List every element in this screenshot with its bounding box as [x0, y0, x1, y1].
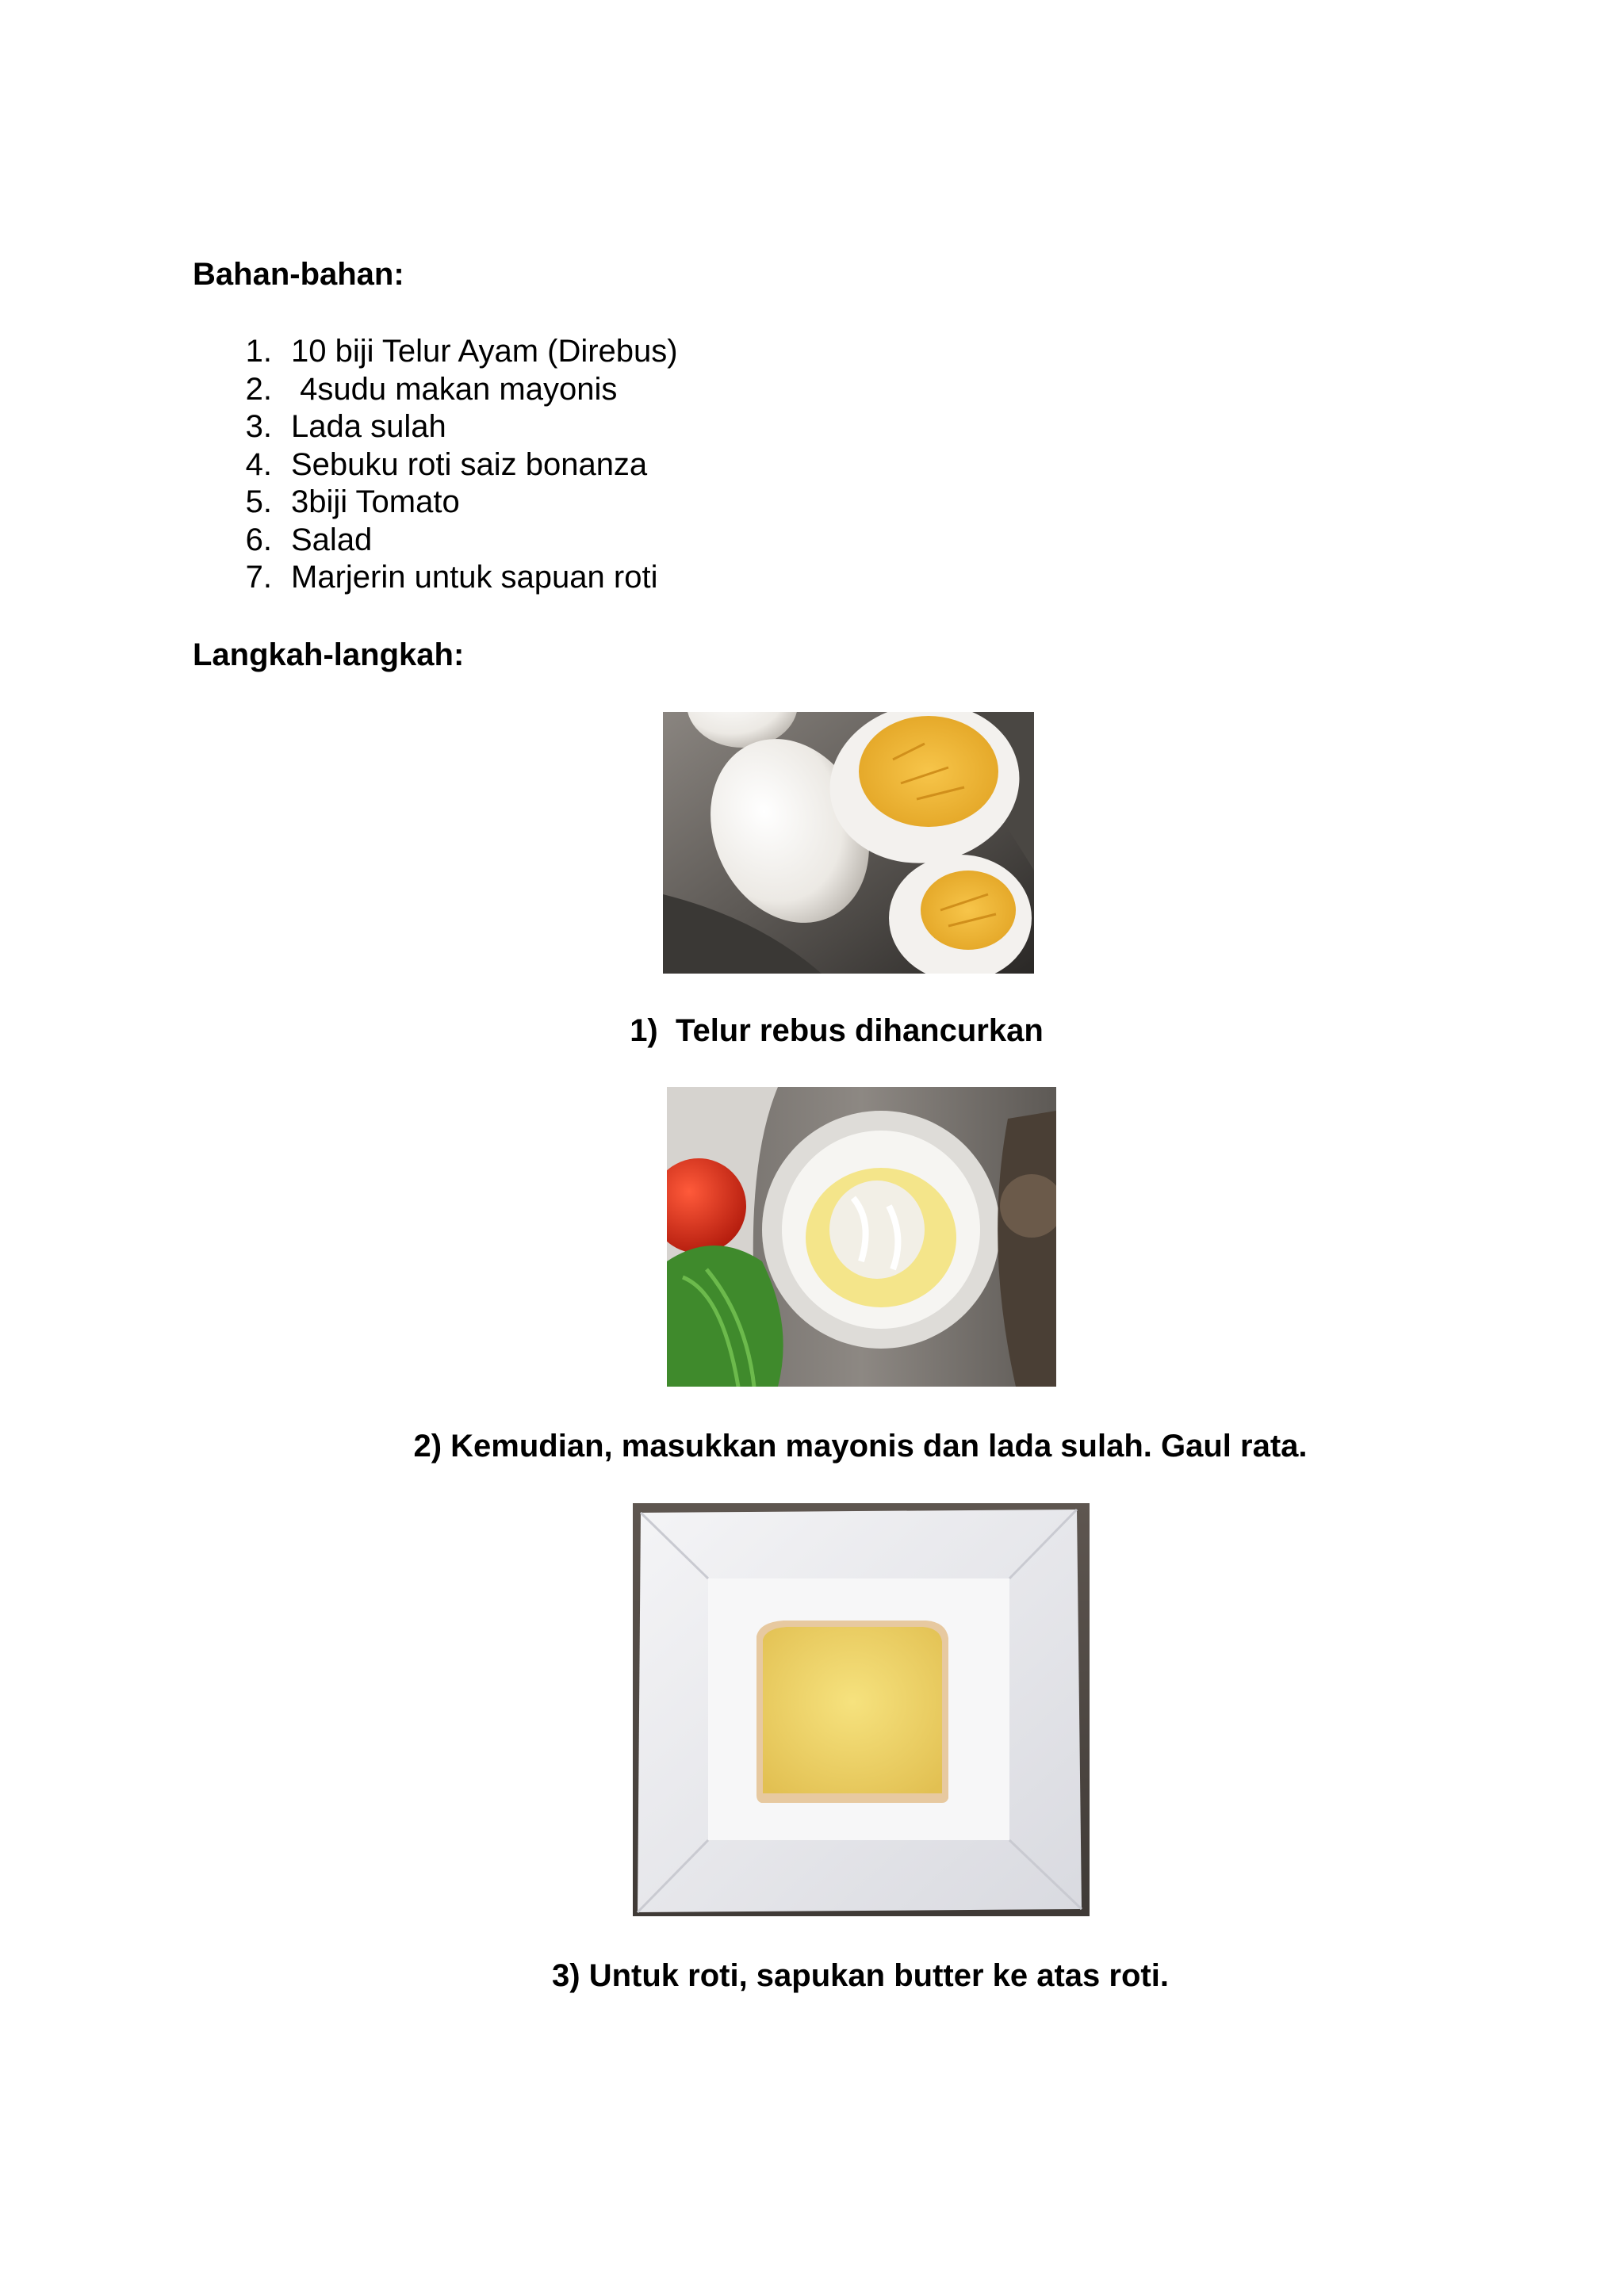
- list-text: Lada sulah: [291, 409, 446, 444]
- list-text: Salad: [291, 522, 373, 557]
- list-text: Marjerin untuk sapuan roti: [291, 560, 658, 595]
- list-item: [193, 446, 678, 484]
- list-number: 2.: [245, 371, 272, 407]
- list-text: Sebuku roti saiz bonanza: [291, 446, 648, 482]
- list-item: [193, 333, 678, 371]
- list-text: 3biji Tomato: [291, 484, 460, 519]
- ingredients-heading: Bahan-bahan:: [193, 257, 404, 292]
- list-number: 6.: [245, 522, 272, 557]
- list-text: 10 biji Telur Ayam (Direbus): [291, 334, 678, 369]
- list-item: [193, 559, 678, 597]
- buttered-bread-photo: [633, 1503, 1090, 1916]
- list-item: [193, 484, 678, 522]
- list-number: 5.: [245, 484, 272, 519]
- list-item: [193, 522, 678, 560]
- list-number: 7.: [245, 560, 272, 595]
- list-number: 1.: [245, 334, 272, 369]
- list-number: 3.: [245, 409, 272, 444]
- ingredients-list: [193, 333, 678, 597]
- boiled-eggs-photo: [663, 712, 1034, 974]
- list-text: 4sudu makan mayonis: [291, 371, 618, 407]
- list-number: 4.: [245, 446, 272, 482]
- list-item: [193, 371, 678, 409]
- list-item: [193, 408, 678, 446]
- step-3-caption: 3) Untuk roti, sapukan butter ke atas roti.: [552, 1958, 1169, 1993]
- step-2-caption: 2) Kemudian, masukkan mayonis dan lada sulah. Gaul rata.: [413, 1429, 1308, 1464]
- step-1-caption: 1) Telur rebus dihancurkan: [630, 1013, 1044, 1048]
- steps-heading: Langkah-langkah:: [193, 637, 465, 672]
- egg-mayo-bowl-photo: [667, 1087, 1056, 1387]
